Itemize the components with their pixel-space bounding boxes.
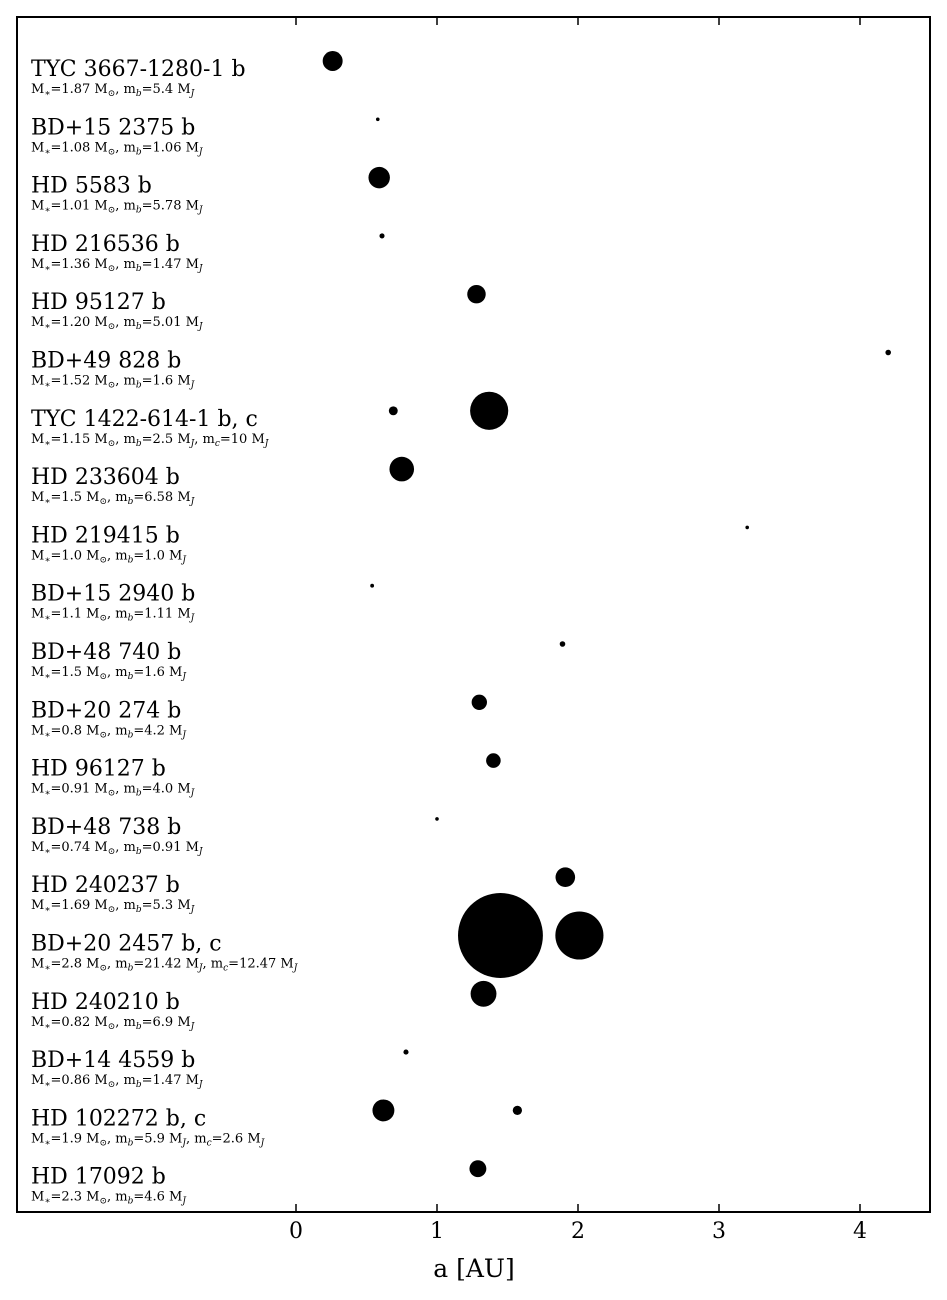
system-name: BD+20 274 b <box>31 698 182 724</box>
system-params: $M_∗=0.91$ $M_⊙$, $m_b=4.0$ $M_J$ <box>31 781 195 799</box>
system-name: HD 233604 b <box>31 465 180 491</box>
planet-marker <box>467 285 485 303</box>
system-row <box>31 1099 522 1148</box>
system-row <box>31 285 486 332</box>
x-tick-label: 2 <box>571 1219 585 1244</box>
planet-marker <box>379 233 384 238</box>
system-name: BD+49 828 b <box>31 348 182 374</box>
system-params: $M_∗=2.8$ $M_⊙$, $m_b=21.42$ $M_J$, $m_c=12.47$ $M_J$ <box>31 956 298 974</box>
planet-marker <box>458 893 543 978</box>
system-params: $M_∗=1.69$ $M_⊙$, $m_b=5.3$ $M_J$ <box>31 898 195 916</box>
system-row <box>31 392 508 449</box>
planet-marker <box>470 392 508 430</box>
system-name: HD 17092 b <box>31 1164 166 1190</box>
system-row <box>31 640 565 682</box>
planet-marker <box>486 753 501 768</box>
system-name: HD 219415 b <box>31 523 180 549</box>
x-tick-label: 4 <box>853 1219 867 1244</box>
system-row <box>31 349 891 391</box>
system-rows <box>31 51 891 1207</box>
planet-marker <box>389 457 414 482</box>
system-row <box>31 51 343 99</box>
planet-marker <box>555 911 603 959</box>
system-name: TYC 3667-1280-1 b <box>31 57 246 82</box>
planet-marker <box>372 1099 394 1121</box>
system-name: BD+48 740 b <box>31 640 182 665</box>
planet-marker <box>370 584 374 588</box>
system-row <box>31 232 385 274</box>
x-axis-label: a [AU] <box>433 1254 515 1283</box>
system-name: BD+20 2457 b, c <box>31 931 222 957</box>
system-params: $M_∗=1.1$ $M_⊙$, $m_b=1.11$ $M_J$ <box>31 606 195 624</box>
system-name: HD 5583 b <box>31 173 152 199</box>
system-params: $M_∗=2.3$ $M_⊙$, $m_b=4.6$ $M_J$ <box>31 1189 186 1207</box>
system-params: $M_∗=1.20$ $M_⊙$, $m_b=5.01$ $M_J$ <box>31 315 203 333</box>
system-name: TYC 1422-614-1 b, c <box>31 406 258 432</box>
system-name: HD 240237 b <box>31 873 180 899</box>
system-name: HD 216536 b <box>31 231 180 257</box>
system-row <box>31 753 501 798</box>
system-params: $M_∗=0.8$ $M_⊙$, $m_b=4.2$ $M_J$ <box>31 723 186 741</box>
system-name: BD+15 2375 b <box>31 115 196 141</box>
system-row <box>31 457 414 507</box>
system-params: $M_∗=1.15$ $M_⊙$, $m_b=2.5$ $M_J$, $m_c=10$ $M_J$ <box>31 431 269 449</box>
system-params: $M_∗=1.9$ $M_⊙$, $m_b=5.9$ $M_J$, $m_c=2.6$ $M_J$ <box>31 1131 265 1149</box>
planet-marker <box>323 51 343 71</box>
system-name: BD+48 738 b <box>31 814 182 840</box>
x-axis-ticks <box>289 17 867 1244</box>
planet-marker <box>472 695 487 710</box>
system-name: HD 96127 b <box>31 756 166 782</box>
x-tick-label: 3 <box>712 1219 726 1244</box>
system-row <box>31 1048 409 1090</box>
system-name: BD+14 4559 b <box>31 1048 196 1074</box>
planet-marker <box>556 867 576 887</box>
system-name: BD+15 2940 b <box>31 581 196 607</box>
planet-marker <box>885 350 891 356</box>
system-params: $M_∗=1.08$ $M_⊙$, $m_b=1.06$ $M_J$ <box>31 140 203 158</box>
system-row <box>31 167 390 216</box>
system-params: $M_∗=0.86$ $M_⊙$, $m_b=1.47$ $M_J$ <box>31 1073 203 1091</box>
system-params: $M_∗=1.52$ $M_⊙$, $m_b=1.6$ $M_J$ <box>31 373 195 391</box>
planet-marker <box>560 641 566 647</box>
planet-marker <box>513 1106 522 1115</box>
system-name: HD 102272 b, c <box>31 1106 207 1132</box>
system-name: HD 240210 b <box>31 989 180 1015</box>
planet-marker <box>745 526 749 530</box>
x-tick-label: 1 <box>430 1219 444 1244</box>
system-params: $M_∗=1.36$ $M_⊙$, $m_b=1.47$ $M_J$ <box>31 256 203 274</box>
system-row <box>31 815 439 857</box>
planet-marker <box>435 817 439 821</box>
system-row <box>31 1160 486 1206</box>
system-row <box>31 115 380 157</box>
system-params: $M_∗=0.74$ $M_⊙$, $m_b=0.91$ $M_J$ <box>31 839 203 857</box>
system-row <box>31 695 487 741</box>
system-row <box>31 523 749 565</box>
planet-marker <box>389 406 398 415</box>
system-params: $M_∗=1.01$ $M_⊙$, $m_b=5.78$ $M_J$ <box>31 198 203 216</box>
planet-marker <box>376 117 380 121</box>
system-params: $M_∗=0.82$ $M_⊙$, $m_b=6.9$ $M_J$ <box>31 1014 195 1032</box>
planet-marker <box>471 981 497 1007</box>
x-tick-label: 0 <box>289 1219 303 1244</box>
system-name: HD 95127 b <box>31 290 166 316</box>
system-params: $M_∗=1.87$ $M_⊙$, $m_b=5.4$ $M_J$ <box>31 82 195 99</box>
system-params: $M_∗=1.5$ $M_⊙$, $m_b=1.6$ $M_J$ <box>31 665 186 682</box>
planet-marker <box>368 167 389 188</box>
system-row <box>31 582 374 624</box>
system-params: $M_∗=1.0$ $M_⊙$, $m_b=1.0$ $M_J$ <box>31 548 186 566</box>
system-params: $M_∗=1.5$ $M_⊙$, $m_b=6.58$ $M_J$ <box>31 490 195 508</box>
planet-marker <box>469 1160 486 1177</box>
planet-marker <box>403 1050 408 1055</box>
system-row <box>31 981 496 1032</box>
